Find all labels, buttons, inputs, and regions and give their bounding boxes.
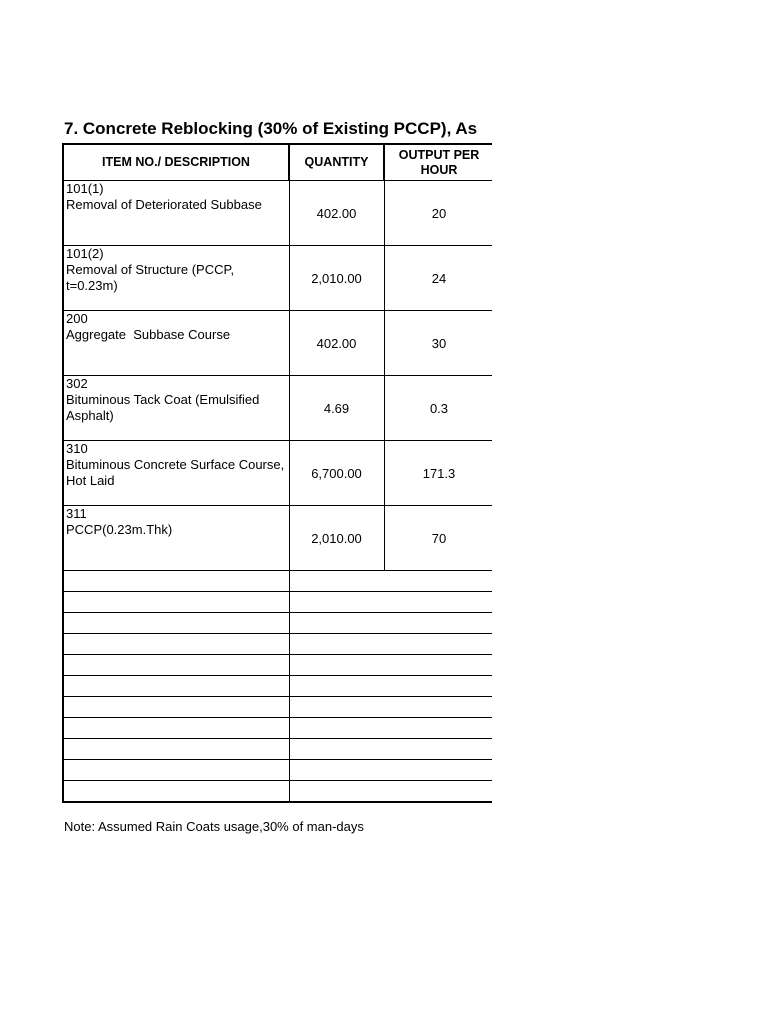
empty-cell [289,613,492,634]
item-description: Removal of Deteriorated Subbase [66,197,262,212]
empty-cell [63,634,289,655]
empty-row [63,781,492,803]
header-output-per-hour: OUTPUT PER HOUR [384,144,492,181]
empty-cell [289,760,492,781]
item-no: 302 [66,376,88,391]
quantity-cell: 402.00 [289,311,384,376]
empty-row [63,655,492,676]
empty-row [63,676,492,697]
table-row [63,506,492,571]
empty-cell [289,739,492,760]
table-row [63,246,492,311]
table-row [63,376,492,441]
table-row [63,311,492,376]
item-no: 200 [66,311,88,326]
table-row [63,181,492,246]
table-header-row [63,144,492,181]
quantity-cell: 2,010.00 [289,506,384,571]
item-no: 101(1) [66,181,104,196]
output-cell: 20 [384,181,492,246]
output-cell: 0.3 [384,376,492,441]
empty-cell [289,718,492,739]
item-cell [63,506,289,571]
table-container [62,143,492,803]
empty-cell [63,592,289,613]
item-cell [63,311,289,376]
empty-row [63,760,492,781]
empty-cell [63,697,289,718]
output-cell: 24 [384,246,492,311]
empty-cell [289,781,492,803]
empty-row [63,739,492,760]
empty-cell [289,634,492,655]
empty-cell [63,781,289,803]
item-cell [63,246,289,311]
empty-cell [63,739,289,760]
output-cell: 70 [384,506,492,571]
table-row [63,441,492,506]
empty-cell [63,613,289,634]
item-description: Bituminous Concrete Surface Course, Hot Laid [66,457,285,488]
empty-cell [289,655,492,676]
empty-cell [63,676,289,697]
header-quantity: QUANTITY [289,144,384,181]
item-description: Removal of Structure (PCCP, t=0.23m) [66,262,235,293]
empty-row [63,634,492,655]
empty-cell [289,592,492,613]
item-description: Aggregate Subbase Course [66,327,231,342]
item-cell [63,441,289,506]
item-description: Bituminous Tack Coat (Emulsified Asphalt) [66,392,260,423]
footnote: Note: Assumed Rain Coats usage,30% of man-days [64,819,364,834]
output-cell: 171.3 [384,441,492,506]
empty-row [63,613,492,634]
empty-row [63,592,492,613]
quantity-cell: 6,700.00 [289,441,384,506]
empty-cell [63,718,289,739]
item-no: 310 [66,441,88,456]
quantity-cell: 402.00 [289,181,384,246]
work-items-table [62,143,492,803]
item-cell [63,376,289,441]
empty-cell [289,697,492,718]
item-no: 101(2) [66,246,104,261]
empty-cell [63,760,289,781]
empty-row [63,718,492,739]
empty-cell [63,571,289,592]
item-no: 311 [66,506,87,521]
quantity-cell: 4.69 [289,376,384,441]
document-title: 7. Concrete Reblocking (30% of Existing PCCP), As [64,119,478,138]
header-item-description: ITEM NO./ DESCRIPTION [63,144,289,181]
output-cell: 30 [384,311,492,376]
empty-cell [289,676,492,697]
empty-cell [63,655,289,676]
empty-cell [289,571,492,592]
empty-row [63,697,492,718]
quantity-cell: 2,010.00 [289,246,384,311]
item-description: PCCP(0.23m.Thk) [66,522,173,537]
empty-row [63,571,492,592]
item-cell [63,181,289,246]
